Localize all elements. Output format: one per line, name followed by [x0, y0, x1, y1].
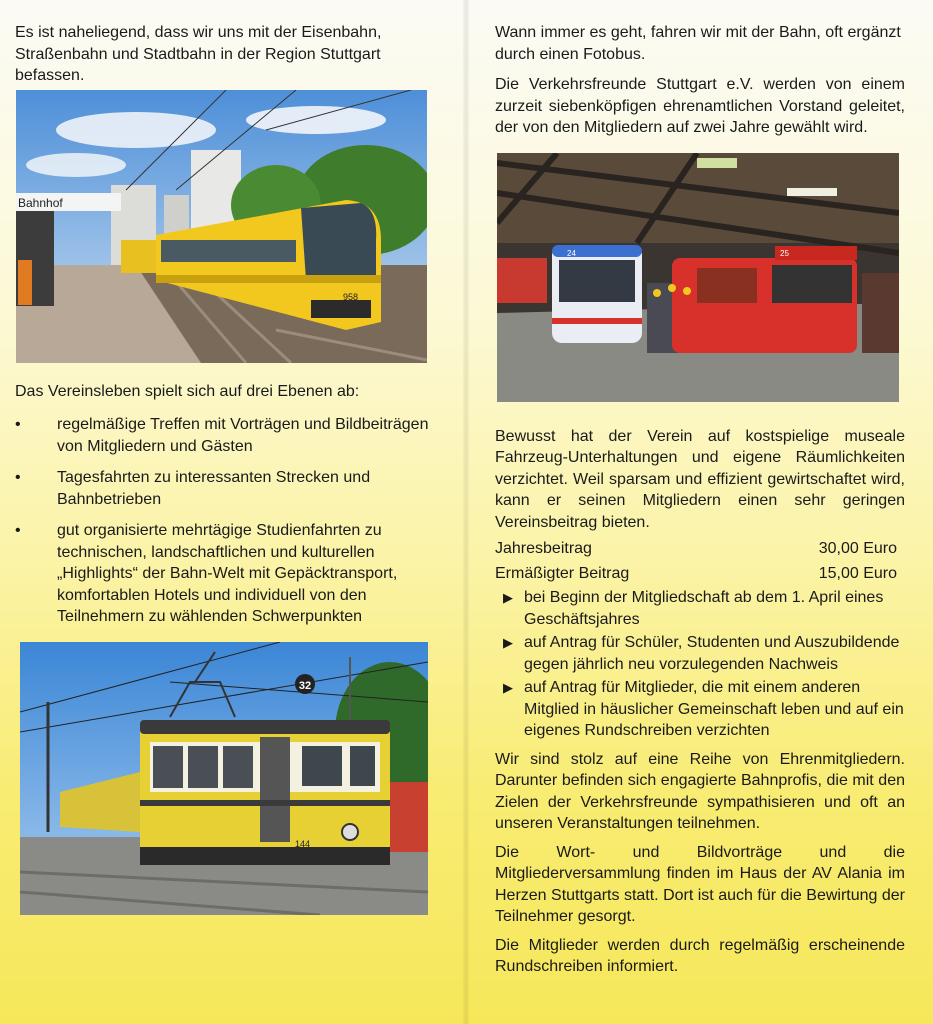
line-number-sign: 32	[298, 680, 312, 692]
photo-tram-depot	[497, 153, 899, 402]
fee-row: Jahresbeitrag 30,00 Euro	[495, 540, 897, 557]
venue-text: Die Wort- und Bildvorträge und die Mitgliederversammlung finden im Haus der AV Alania im Herzen Stuttgarts statt. Dort ist auch für die Bewirtung der Teilnehmer gesorgt.	[495, 843, 905, 925]
bullet-icon: •	[15, 416, 21, 433]
newsletter-text: Die Mitglieder werden durch regelmäßig erscheinende Rundschreiben informiert.	[495, 936, 905, 975]
levels-list	[15, 414, 430, 628]
board-text: Die Verkehrsfreunde Stuttgart e.V. werden von einem zurzeit siebenköpfigen ehrenamtlichen Vorstand geleitet, der von den Mitgliedern auf zwei Jahre gewählt wird.	[495, 76, 905, 136]
honorary-members-text: Wir sind stolz auf eine Reihe von Ehrenmitgliedern. Darunter befinden sich engagierte Bahnprofis, die mit den Zielen der Verkehrsfreunde sympathisieren und oft an unseren Veranstaltungen teilnehmen.	[495, 750, 905, 832]
list-item: • regelmäßige Treffen mit Vorträgen und Bildbeiträgen von Mitgliedern und Gästen	[15, 416, 429, 455]
list-item: • Tagesfahrten zu interessanten Strecken und Bahnbetrieben	[15, 469, 371, 508]
list-item: ▶ auf Antrag für Mitglieder, die mit einem anderen Mitglied in häuslicher Gemeinschaft leben und auf ein eigenes Rundschreiben verzichten	[503, 679, 904, 739]
car-number: 144	[295, 839, 311, 849]
list-item: • gut organisierte mehrtägige Studienfahrten zu technischen, landschaftlichen und kulturellen „Highlights“ der Bahn-Welt mit Gepäcktransport, komfortablen Hotels und individuell von den Teilnehmern zu wählenden Schwerpunkten	[15, 522, 398, 625]
station-sign: Bahnhof	[18, 196, 63, 210]
fee-row: Ermäßigter Beitrag 15,00 Euro	[495, 564, 897, 582]
levels-heading: Das Vereinsleben spielt sich auf drei Ebenen ab:	[15, 382, 360, 400]
photo-stadtbahn-station	[16, 90, 427, 363]
arrow-icon: ▶	[503, 680, 513, 695]
travel-text: Wann immer es geht, fahren wir mit der Bahn, oft ergänzt durch einen Fotobus.	[495, 24, 901, 63]
list-item: ▶ bei Beginn der Mitgliedschaft ab dem 1. April eines Geschäftsjahres	[503, 589, 884, 628]
costs-text: Bewusst hat der Verein auf kostspielige museale Fahrzeug-Unterhaltungen und eigene Räumlichkeiten verzichtet. Weil sparsam und effizient gewirtschaftet wird, kann er seinen Mitgliedern einen sehr geringen Vereinsbeitrag bieten.	[495, 427, 905, 531]
arrow-icon: ▶	[503, 590, 513, 605]
blue-tram-line: 24	[567, 249, 576, 258]
arrow-icon: ▶	[503, 635, 513, 650]
tram-number: 958	[343, 292, 359, 302]
list-item: ▶ auf Antrag für Schüler, Studenten und Auszubildende gegen jährlich neu vorzulegenden Nachweis	[503, 634, 900, 673]
photo-historic-tram	[20, 642, 428, 915]
red-tram-line: 25	[780, 249, 789, 258]
intro-text: Es ist naheliegend, dass wir uns mit der Eisenbahn, Straßenbahn und Stadtbahn in der Region Stuttgart befassen.	[15, 24, 382, 84]
fee-table	[495, 538, 905, 584]
bullet-icon: •	[15, 469, 21, 486]
reduced-fee-conditions	[495, 587, 905, 742]
page-fold	[463, 0, 469, 1024]
bullet-icon: •	[15, 522, 21, 539]
